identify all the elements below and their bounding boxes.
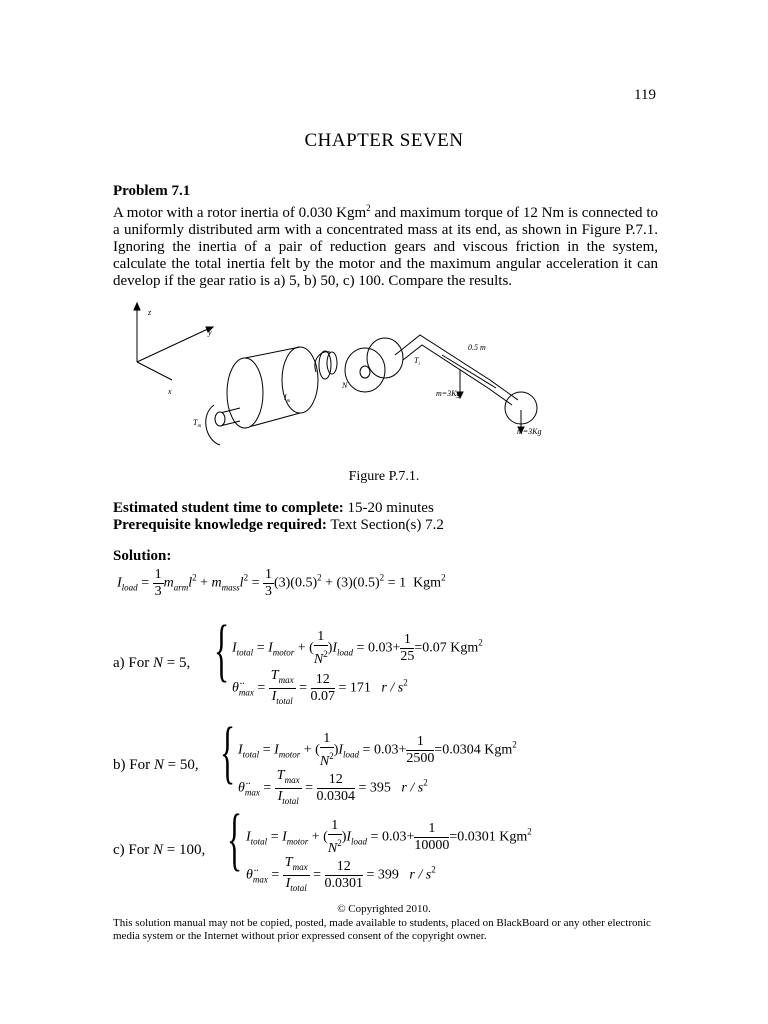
ti-label: $T_i$ xyxy=(414,356,420,367)
z-label: z xyxy=(148,308,152,317)
problem-text-2: and maximum torque of 12 Nm is connected to a uniformly distributed arm with a concentrated mass at its end, as shown in Figure P.7.1. Ignoring the inertia of a pair of reduction gears and viscous friction in the system, calculate the total inertia felt by the motor and the maximum angular acceleration it can develop if the gear ratio is a) 5, b) 50, c) 100. Compare the results. xyxy=(113,205,658,289)
case-c-accel: $\thetä_{max}$ = $\frac{T_{max}}{I_{total}}$ = $\frac{12}{0.0301}$ = 399 r / $s^2$ xyxy=(246,855,436,893)
case-c-itotal: $I_{total} = I_{motor}$ + ( $\frac{1}{N^2}$ )$I_{load} = 0.03+$ $\frac{1}{10000}$ =0.0301 Kgm$^2$ xyxy=(246,818,532,856)
figure-caption: Figure P.7.1. xyxy=(348,469,420,484)
case-c-label: c) For N = 100, xyxy=(113,842,206,858)
chapter-title: CHAPTER SEVEN xyxy=(304,130,464,151)
iload-equation: $I_{load}$ = $\frac{1}{3}$ $m_{arm}l^2 + m_{mass}l^2$ = $\frac{1}{3}$ $(3)(0.5)^2 + (3)(0.5)^2 = 1$ Kgm$^2$ xyxy=(117,567,446,599)
prerequisites: Prerequisite knowledge required: Text Section(s) 7.2 xyxy=(113,517,444,533)
mechanism-figure xyxy=(120,300,580,470)
case-b-accel: $\thetä_{max}$ = $\frac{T_{max}}{I_{total}}$ = $\frac{12}{0.0304}$ = 395 r / $s^2$ xyxy=(238,768,428,806)
problem-title: Problem 7.1 xyxy=(113,183,191,199)
estimated-time: Estimated student time to complete: 15-20 minutes xyxy=(113,500,434,516)
im-label: $I_m$ xyxy=(284,393,291,404)
page-number: 119 xyxy=(634,87,656,103)
n-label: N xyxy=(342,381,348,390)
mass1-label: m=3Kg xyxy=(436,389,461,398)
case-a-label: a) For N = 5, xyxy=(113,655,191,671)
problem-text-1: A motor with a rotor inertia of 0.030 Kgm xyxy=(113,205,367,221)
tm-label: $T_m$ xyxy=(193,418,202,429)
case-a-accel: $\thetä_{max}$ = $\frac{T_{max}}{I_{total}}$ = $\frac{12}{0.07}$ = 171 r / $s^2$ xyxy=(232,668,408,706)
disclaimer: This solution manual may not be copied, posted, made available to students, placed on BlackBoard or any other electronic media system or the Internet without prior expressed consent of the copyright owner. xyxy=(113,917,651,942)
mass2-label: m=3Kg xyxy=(517,427,542,436)
y-label: y xyxy=(208,328,212,337)
case-a-itotal: $I_{total} = I_{motor}$ + ( $\frac{1}{N^2}$ )$I_{load} = 0.03+$ $\frac{1}{25}$ =0.07 Kgm$^2$ xyxy=(232,629,483,667)
case-b-label: b) For N = 50, xyxy=(113,757,199,773)
x-label: x xyxy=(168,387,172,396)
case-b-itotal: $I_{total} = I_{motor}$ + ( $\frac{1}{N^2}$ )$I_{load} = 0.03+$ $\frac{1}{2500}$ =0.0304 Kgm$^2$ xyxy=(238,731,517,769)
solution-label: Solution: xyxy=(113,548,172,564)
length-label: 0.5 m xyxy=(468,343,486,352)
copyright: © Copyrighted 2010. xyxy=(337,903,431,915)
problem-statement: A motor with a rotor inertia of 0.030 Kgm$^2$ and maximum torque of 12 Nm is connected to a uniformly distributed arm with a concentrated mass at its end, as shown in Figure P.7.1. Ignoring the inertia of a pair of reduction gears and viscous friction in the system, calculate the total inertia felt by the motor and the maximum angular acceleration it can develop if the gear ratio is a) 5, b) 50, c) 100. Compare the results. xyxy=(113,203,658,289)
